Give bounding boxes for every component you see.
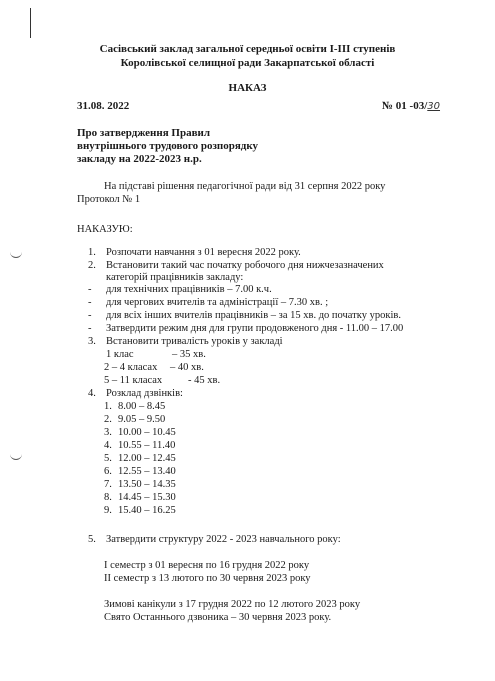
bell-row: 8. 14.45 – 15.30 <box>104 492 176 503</box>
lesson-row: 5 – 11 класах - 45 хв. <box>104 375 221 386</box>
lesson-row: 2 – 4 класах – 40 хв. <box>104 362 204 373</box>
dash-item: - для всіх інших вчителів працівників – за 15 хв. до початку уроків. <box>88 310 401 321</box>
winter-holidays: Зимові канікули з 17 грудня 2022 по 12 лютого 2023 року <box>104 599 361 610</box>
list-item <box>88 534 341 545</box>
bell-row: 7. 13.50 – 14.35 <box>104 479 176 490</box>
item-number: 1. <box>88 247 96 258</box>
subject-line-1: Про затвердження Правил <box>77 127 211 139</box>
list-item <box>88 388 183 399</box>
bell-row: 4. 10.55 – 11.40 <box>104 440 176 451</box>
order-date: 31.08. 2022 <box>77 100 130 112</box>
order-number-handwritten: 30 <box>427 101 441 112</box>
subject-line-3: закладу на 2022-2023 н.р. <box>77 153 202 165</box>
semester-2: ІІ семестр з 13 лютого по 30 червня 2023 року <box>104 573 311 584</box>
document-type: НАКАЗ <box>228 82 267 94</box>
bell-row: 1. 8.00 – 8.45 <box>104 401 166 412</box>
dash-item: - для чергових вчителів та адміністрації – 7.30 хв. ; <box>88 297 329 308</box>
bell-row: 9. 15.40 – 16.25 <box>104 505 176 516</box>
bell-row: 3. 10.00 – 10.45 <box>104 427 176 438</box>
subject-line-2: внутрішнього трудового розпорядку <box>77 140 259 152</box>
item-text-continued: категорій працівників закладу: <box>106 272 244 283</box>
margin-tick <box>10 251 22 258</box>
order-word: НАКАЗУЮ: <box>77 224 133 235</box>
basis-line-1: На підставі рішення педагогічної ради від 31 серпня 2022 року <box>104 181 386 192</box>
bell-row: 6. 12.55 – 13.40 <box>104 466 176 477</box>
item-number: 2. <box>88 260 96 271</box>
header-line-2: Королівської селищної ради Закарпатської області <box>120 57 375 69</box>
semester-1: І семестр з 01 вересня по 16 грудня 2022 року <box>104 560 310 571</box>
dash-item: - Затвердити режим дня для групи продовженого дня - 11.00 – 17.00 <box>88 323 404 334</box>
bell-row: 5. 12.00 – 12.45 <box>104 453 176 464</box>
item-number: 3. <box>88 336 96 347</box>
margin-mark <box>30 8 31 38</box>
item-text: Встановити такий час початку робочого дня нижчезазначених <box>106 260 384 271</box>
list-item <box>88 260 384 271</box>
item-text: Встановити тривалість уроків у закладі <box>106 336 283 347</box>
list-item <box>88 336 283 347</box>
order-number <box>382 100 440 112</box>
basis-line-2: Протокол № 1 <box>77 194 141 205</box>
item-text: Затвердити структуру 2022 - 2023 навчального року: <box>106 534 341 545</box>
item-text: Розпочати навчання з 01 вересня 2022 року. <box>106 247 301 258</box>
order-number-prefix: № 01 -03/ <box>382 100 428 112</box>
item-number: 4. <box>88 388 96 399</box>
item-text: Розклад дзвінків: <box>106 388 183 399</box>
header-line-1: Сасівський заклад загальної середньої освіти І-ІІІ ступенів <box>99 43 396 55</box>
item-number: 5. <box>88 534 96 545</box>
margin-tick <box>10 453 22 460</box>
bell-row: 2. 9.05 – 9.50 <box>104 414 166 425</box>
list-item <box>88 247 301 258</box>
dash-item: - для технічних працівників – 7.00 к.ч. <box>88 284 272 295</box>
lesson-row: 1 клас – 35 хв. <box>106 349 206 360</box>
last-bell: Свято Останнього дзвоника – 30 червня 2023 року. <box>104 612 332 623</box>
